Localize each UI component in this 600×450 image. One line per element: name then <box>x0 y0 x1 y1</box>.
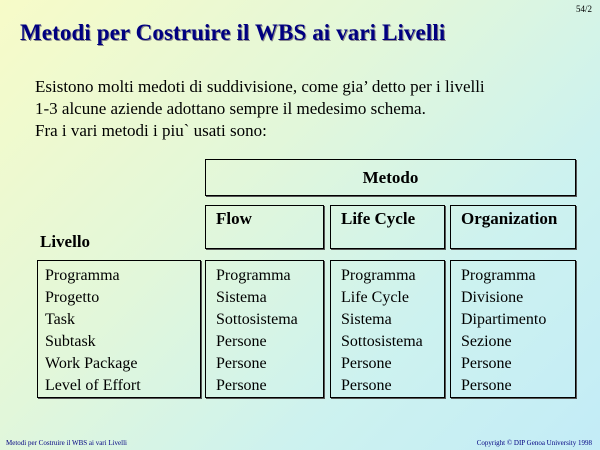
table-cell: Sezione <box>461 333 512 350</box>
level-item: Work Package <box>45 355 138 372</box>
table-cell: Divisione <box>461 289 524 306</box>
column-header-label: Flow <box>216 209 252 228</box>
level-item: Progetto <box>45 289 100 306</box>
intro-line: Esistono molti medoti di suddivisione, come gia’ detto per i livelli <box>35 77 485 96</box>
column-header-life-cycle <box>330 205 445 249</box>
table-cell: Persone <box>216 377 267 394</box>
table-cell: Sistema <box>216 289 267 306</box>
level-item: Level of Effort <box>45 377 141 394</box>
table-cell: Life Cycle <box>341 289 409 306</box>
table-cell: Persone <box>341 355 392 372</box>
table-cell: Sistema <box>341 311 392 328</box>
method-header: Metodo <box>362 167 419 187</box>
intro-text <box>35 76 485 142</box>
table-cell: Programma <box>461 267 536 284</box>
level-item: Subtask <box>45 333 96 350</box>
column-header-flow <box>205 205 324 249</box>
column-list-organization <box>450 260 576 398</box>
level-list <box>37 260 201 398</box>
level-item: Task <box>45 311 75 328</box>
method-header-box <box>205 159 576 196</box>
table-cell: Persone <box>216 333 267 350</box>
slide-title: Metodi per Costruire il WBS ai vari Livelli <box>20 20 446 45</box>
footer-copyright: Copyright © DIP Genoa University 1998 <box>476 439 592 447</box>
table-cell: Persone <box>461 355 512 372</box>
page-number: 54/2 <box>575 4 592 14</box>
column-header-organization <box>450 205 576 249</box>
level-item: Programma <box>45 267 120 284</box>
table-cell: Persone <box>341 377 392 394</box>
column-list-life-cycle <box>330 260 445 398</box>
column-header-label: Organization <box>461 209 558 228</box>
table-cell: Programma <box>216 267 291 284</box>
table-cell: Persone <box>216 355 267 372</box>
level-header: Livello <box>40 232 91 251</box>
table-cell: Programma <box>341 267 416 284</box>
intro-line: 1-3 alcune aziende adottano sempre il medesimo schema. <box>35 99 426 118</box>
column-header-label: Life Cycle <box>341 209 416 228</box>
table-cell: Sottosistema <box>341 333 423 350</box>
column-list-flow <box>205 260 324 398</box>
intro-line: Fra i vari metodi i piu` usati sono: <box>35 121 267 140</box>
table-cell: Persone <box>461 377 512 394</box>
table-cell: Sottosistema <box>216 311 298 328</box>
footer-title: Metodi per Costruire il WBS ai vari Livelli <box>6 439 127 447</box>
table-cell: Dipartimento <box>461 311 547 328</box>
